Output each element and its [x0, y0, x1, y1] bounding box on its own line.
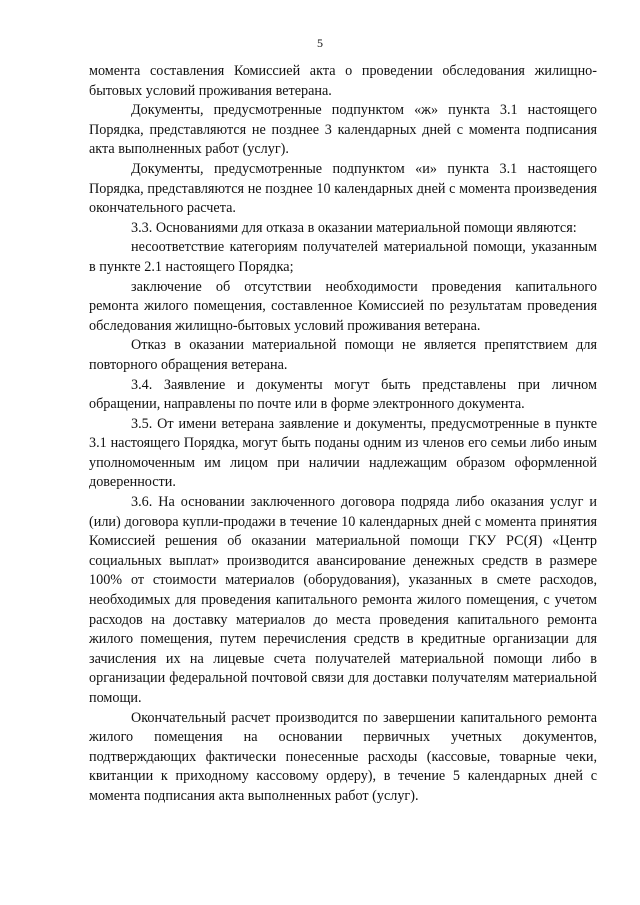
- document-body: [89, 62, 597, 807]
- paragraph-docs-subpoint-i: Документы, предусмотренные подпунктом «и» пункта 3.1 настоящего Порядка, представляются не позднее 10 календарных дней с момента произведения окончательного расчета.: [89, 160, 597, 217]
- paragraph-refusal-reason-2: заключение об отсутствии необходимости проведения капитального ремонта жилого помещения, составленное Комиссией по результатам проведения обследования жилищно-бытовых условий проживания ветерана.: [89, 278, 597, 334]
- paragraph-docs-subpoint-zh: Документы, предусмотренные подпунктом «ж» пункта 3.1 настоящего Порядка, представляются не позднее 3 календарных дней с момента подписания акта выполненных работ (услуг).: [89, 102, 597, 158]
- paragraph-continuation: момента составления Комиссией акта о проведении обследования жилищно-бытовых условий проживания ветерана.: [89, 63, 597, 99]
- paragraph-3-5: 3.5. От имени ветерана заявление и документы, предусмотренные в пункте 3.1 настоящего Порядка, могут быть поданы одним из членов его семьи либо иным уполномоченным им лицом при наличии надлежащим образом оформленной доверенности.: [89, 415, 597, 491]
- paragraph-3-4: 3.4. Заявление и документы могут быть представлены при личном обращении, направлены по почте или в форме электронного документа.: [89, 376, 597, 413]
- paragraph-refusal-reason-1: несоответствие категориям получателей материальной помощи, указанным в пункте 2.1 настоящего Порядка;: [89, 239, 597, 275]
- paragraph-refusal-note: Отказ в оказании материальной помощи не является препятствием для повторного обращения ветерана.: [89, 337, 597, 373]
- page-number: 5: [317, 36, 323, 50]
- paragraph-3-6: 3.6. На основании заключенного договора подряда либо оказания услуг и (или) договора купли-продажи в течение 10 календарных дней с момента принятия Комиссией решения об оказании материальной помощи ГКУ РС(Я) «Центр социальных выплат» производится авансирование денежных средств в размере 100% от стоимости материалов (оборудования), указанных в смете расходов, необходимых для проведения капитального ремонта жилого помещения, с учетом расходов на доставку материалов до места проведения капитального ремонта жилого помещения, путем перечисления средств в кредитные организации для зачисления их на лицевые счета получателей материальной помощи либо в организации федеральной почтовой связи для доставки получателям материальной помощи.: [89, 494, 597, 706]
- paragraph-final-payment: Окончательный расчет производится по завершении капитального ремонта жилого помещения на основании первичных учетных документов, подтверждающих фактически понесенные расходы (кассовые, товарные чеки, квитанции к приходному кассовому ордеру), в течение 5 календарных дней с момента подписания акта выполненных работ (услуг).: [89, 709, 597, 804]
- paragraph-3-3: 3.3. Основаниями для отказа в оказании материальной помощи являются:: [131, 219, 577, 236]
